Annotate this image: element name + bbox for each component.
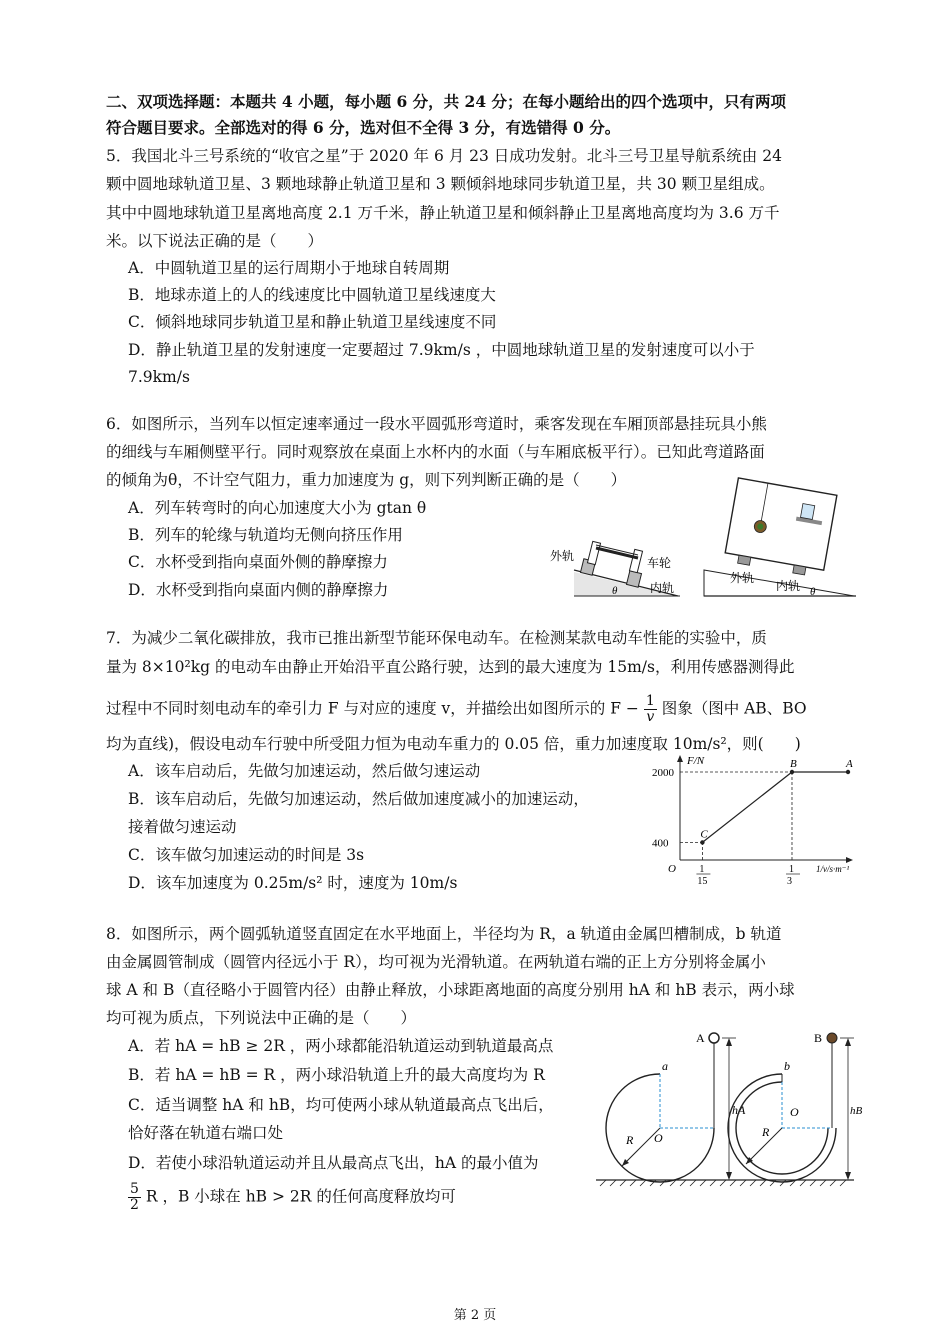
chart-xtick-num-1: 1: [788, 864, 794, 875]
q6-option-c: C．水杯受到指向桌面外侧的静摩擦力: [128, 553, 388, 571]
q8-option-b: B．若 hA = hB = R ，两小球沿轨道上升的最大高度均为 R: [128, 1066, 545, 1084]
label-a: a: [662, 1059, 668, 1073]
q7-option-d: D．该车加速度为 0.25m/s² 时，速度为 10m/s: [128, 874, 458, 892]
q8-stem-3: 球 A 和 B（直径略小于圆管内径）由静止释放，小球距离地面的高度分别用 hA 和 hB 表示，两小球: [106, 981, 795, 999]
q5-option-d-cont: 7.9km/s: [128, 368, 190, 386]
q5-option-a: A．中圆轨道卫星的运行周期小于地球自转周期: [128, 259, 450, 277]
chart-ytick-1: 2000: [652, 767, 674, 779]
q8-option-d-tail: R ，B 小球在 hB > 2R 的任何高度释放均可: [145, 1187, 456, 1206]
q5-option-d: D．静止轨道卫星的发射速度一定要超过 7.9km/s ，中圆地球轨道卫星的发射速度可以小于: [128, 341, 755, 359]
q8-frac-den: 2: [130, 1197, 139, 1213]
q7-stem-3: [106, 694, 807, 725]
label-b: b: [784, 1059, 790, 1073]
q7-stem-3a: 过程中不同时刻电动车的牵引力 F 与对应的速度 v，并描绘出如图所示的 F −: [106, 699, 639, 718]
q6-carriage-figure: [700, 480, 860, 600]
q5-stem-2: 颗中圆地球轨道卫星、3 颗地球静止轨道卫星和 3 颗倾斜地球同步轨道卫星，共 30 颗卫星组成。: [106, 175, 775, 193]
q8-stem-1: 8．如图所示，两个圆弧轨道竖直固定在水平地面上，半径均为 R，a 轨道由金属凹槽制成，b 轨道: [106, 925, 782, 943]
label-R-b: R: [762, 1125, 770, 1139]
chart-xtick-den-1: 3: [786, 876, 792, 887]
q7-option-b: B．该车启动后，先做匀加速运动，然后做加速度减小的加速运动，: [128, 790, 589, 808]
q8-option-a: A．若 hA = hB ≥ 2R ，两小球都能沿轨道运动到轨道最高点: [128, 1037, 554, 1055]
chart-xtick-num-0: 1: [699, 864, 705, 875]
q7-stem-3b: 图象（图中 AB、BO: [661, 699, 807, 718]
q6-wheel-track-figure: [548, 512, 684, 598]
ball-a: [709, 1033, 719, 1043]
chart-point-label-B: B: [789, 758, 797, 770]
q6-label-outer-rail-2: 外轨: [730, 571, 755, 585]
label-ball-A: A: [696, 1031, 705, 1045]
label-R-a: R: [626, 1133, 634, 1147]
q8-stem-2: 由金属圆管制成（圆管内径远小于 R），均可视为光滑轨道。在两轨道右端的正上方分别将金属小: [106, 953, 766, 971]
label-O-b: O: [790, 1105, 799, 1119]
chart-point-B: [790, 770, 794, 774]
q5-stem-4: 米。以下说法正确的是（ ）: [106, 232, 324, 250]
q6-label-outer-rail: 外轨: [550, 549, 575, 563]
q7-frac-num: 1: [645, 693, 655, 709]
chart-point-label-C: C: [700, 828, 708, 841]
q6-stem-3: 的倾角为θ，不计空气阻力，重力加速度为 g，则下列判断正确的是（ ）: [106, 471, 627, 489]
q7-stem-1: 7．为减少二氧化碳排放，我市已推出新型节能环保电动车。在检测某款电动车性能的实验中，质: [106, 629, 767, 647]
q7-stem-2: 量为 8×10²kg 的电动车由静止开始沿平直公路行驶，达到的最大速度为 15m/s，利用传感器测得此: [106, 658, 795, 676]
chart-xlabel: 1/v/s·m⁻¹: [816, 864, 850, 874]
q8-tracks-figure: [592, 1028, 863, 1198]
chart-point-A: [846, 770, 850, 774]
q8-frac-num: 5: [130, 1181, 139, 1197]
q8-option-d: D．若使小球沿轨道运动并且从最高点飞出，hA 的最小值为: [128, 1154, 539, 1172]
q7-option-c: C．该车做匀加速运动的时间是 3s: [128, 846, 365, 864]
q7-option-a: A．该车启动后，先做匀加速运动，然后做匀速运动: [128, 762, 481, 780]
q7-fraction: [644, 694, 657, 725]
q5-stem-1: 5．我国北斗三号系统的“收官之星”于 2020 年 6 月 23 日成功发射。北斗三号卫星导航系统由 24: [106, 147, 782, 165]
label-hB: hB: [850, 1105, 863, 1117]
q6-stem-2: 的细线与车厢侧壁平行。同时观察放在桌面上水杯内的水面（与车厢底板平行）。已知此弯道路面: [106, 443, 765, 461]
q6-option-d: D．水杯受到指向桌面内侧的静摩擦力: [128, 581, 389, 599]
q5-option-c: C．倾斜地球同步轨道卫星和静止轨道卫星线速度不同: [128, 313, 497, 331]
q5-stem-3: 其中中圆地球轨道卫星离地高度 2.1 万千米，静止轨道卫星和倾斜静止卫星离地高度均为 3.6 万千: [106, 204, 780, 222]
section-header-line2: 符合题目要求。全部选对的得 6 分，选对但不全得 3 分，有选错得 0 分。: [106, 118, 621, 137]
q6-option-a: A．列车转弯时的向心加速度大小为 gtan θ: [128, 499, 427, 517]
q6-label-wheel: 车轮: [647, 556, 672, 570]
ball-b: [827, 1033, 837, 1043]
q6-label-theta-2: θ: [810, 586, 816, 598]
chart-segment-cb: [702, 772, 792, 842]
q6-label-inner-rail-2: 内轨: [776, 579, 801, 593]
q6-stem-1: 6．如图所示，当列车以恒定速率通过一段水平圆弧形弯道时，乘客发现在车厢顶部悬挂玩具小熊: [106, 415, 767, 433]
label-hA: hA: [732, 1103, 746, 1117]
chart-xtick-den-0: 15: [697, 876, 708, 887]
q8-option-d-cont: [128, 1182, 456, 1213]
q8-fraction: [128, 1182, 141, 1213]
q6-option-b: B．列车的轮缘与轨道均无侧向挤压作用: [128, 526, 403, 544]
chart-point-label-A: A: [846, 758, 853, 770]
chart-ylabel: F/N: [687, 755, 705, 767]
q6-label-inner-rail: 内轨: [650, 581, 675, 595]
q7-option-b-cont: 接着做匀速运动: [128, 818, 237, 836]
label-ball-B: B: [814, 1031, 823, 1045]
section-header-line1: 二、双项选择题：本题共 4 小题，每小题 6 分，共 24 分；在每小题给出的四个选项中，只有两项: [106, 92, 787, 111]
q7-force-velocity-chart: [650, 752, 856, 887]
q8-option-c-cont: 恰好落在轨道右端口处: [128, 1124, 284, 1142]
q7-stem-4: 均为直线)，假设电动车行驶中所受阻力恒为电动车重力的 0.05 倍，重力加速度取 10m/s²，则( ): [106, 735, 801, 753]
q7-frac-den: v: [646, 709, 655, 725]
label-O-a: O: [654, 1131, 663, 1145]
page-footer: 第 2 页: [453, 1308, 497, 1323]
q5-option-b: B．地球赤道上的人的线速度比中圆轨道卫星线速度大: [128, 286, 496, 304]
chart-origin: O: [668, 863, 676, 875]
q6-label-theta: θ: [612, 585, 618, 597]
chart-point-C: [700, 840, 704, 844]
q8-option-c: C．适当调整 hA 和 hB，均可使两小球从轨道最高点飞出后，: [128, 1096, 554, 1114]
q8-stem-4: 均可视为质点，下列说法中正确的是（ ）: [106, 1009, 417, 1027]
chart-ytick-0: 400: [652, 837, 669, 850]
